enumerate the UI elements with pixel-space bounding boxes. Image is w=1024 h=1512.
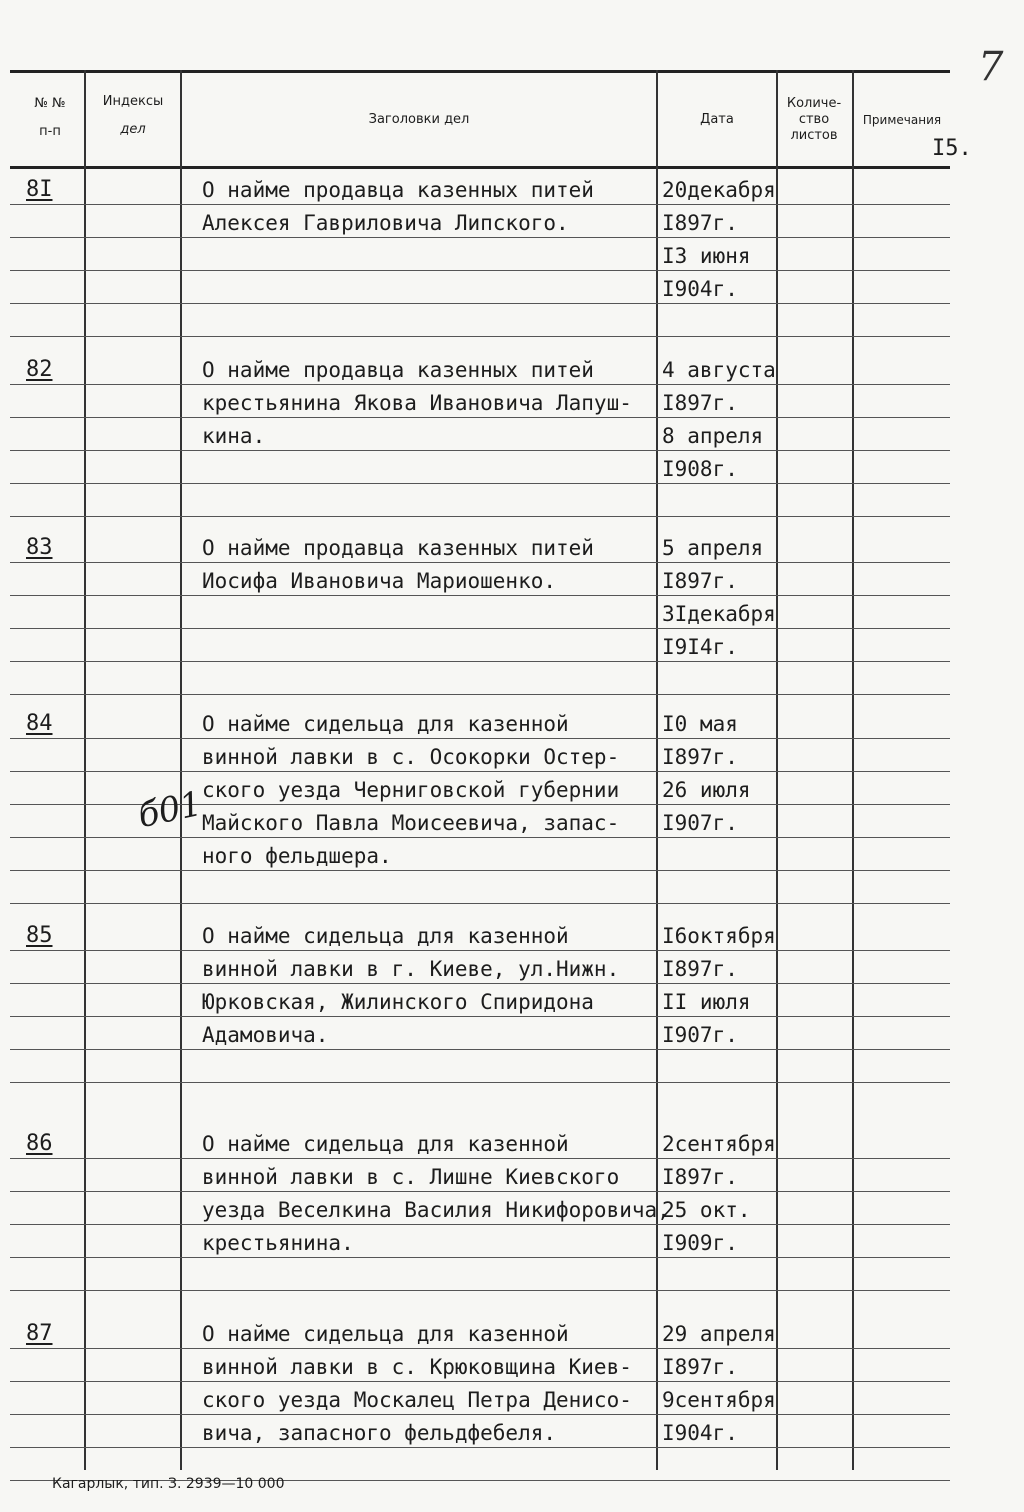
record-date-line: I904г.	[662, 277, 738, 301]
record-date-line: I897г.	[662, 211, 738, 235]
record-number: 83	[26, 535, 53, 560]
ruled-line	[10, 483, 950, 484]
record-date-line: 25 окт.	[662, 1198, 751, 1222]
record-title-line: винной лавки в с. Осокорки Остер-	[202, 745, 620, 769]
header-date: Дата	[700, 112, 734, 127]
header-count: Количе-ство листов	[786, 96, 842, 143]
record-title-line: ского уезда Москалец Петра Денисо-	[202, 1388, 632, 1412]
record-title-line: крестьянина Якова Ивановича Лапуш-	[202, 391, 632, 415]
record-number: 87	[26, 1321, 53, 1346]
header-title: Заголовки дел	[368, 112, 470, 127]
record-number: 84	[26, 711, 53, 736]
record-date-line: 4 августа	[662, 358, 776, 382]
ruled-line	[10, 1348, 950, 1349]
record-date-line: I897г.	[662, 1355, 738, 1379]
ruled-line	[10, 661, 950, 662]
ruled-line	[10, 384, 950, 385]
record-date-line: I0 мая	[662, 712, 738, 736]
record-date-line: 29 апреля	[662, 1322, 776, 1346]
record-date-line: I9I4г.	[662, 635, 738, 659]
ruled-line	[10, 450, 950, 451]
record-title-line: Майского Павла Моисеевича, запас-	[202, 811, 620, 835]
ruled-line	[10, 1191, 950, 1192]
ruled-line	[10, 837, 950, 838]
record-number: 82	[26, 357, 53, 382]
record-date-line: I897г.	[662, 391, 738, 415]
record-title-line: О найме сидельца для казенной	[202, 1322, 569, 1346]
col-divider-5	[852, 70, 854, 1470]
record-date-line: I3 июня	[662, 244, 751, 268]
record-title-line: Адамовича.	[202, 1023, 329, 1047]
record-date-line: I6октября	[662, 924, 776, 948]
ruled-line	[10, 771, 950, 772]
header-index: Индексы дел	[102, 94, 164, 137]
record-title-line: Иосифа Ивановича Мариошенко.	[202, 569, 557, 593]
ruled-line	[10, 204, 950, 205]
record-title-line: Юрковская, Жилинского Спиридона	[202, 990, 594, 1014]
ruled-line	[10, 270, 950, 271]
ruled-line	[10, 738, 950, 739]
ruled-line	[10, 870, 950, 871]
ruled-line	[10, 595, 950, 596]
ruled-line	[10, 1381, 950, 1382]
record-title-line: О найме сидельца для казенной	[202, 924, 569, 948]
record-number: 85	[26, 923, 53, 948]
ruled-line	[10, 1290, 950, 1291]
record-number: 8I	[26, 177, 53, 202]
col-divider-1	[84, 70, 86, 1470]
ruled-line	[10, 1016, 950, 1017]
record-title-line: винной лавки в с. Крюковщина Киев-	[202, 1355, 632, 1379]
record-date-line: I909г.	[662, 1231, 738, 1255]
col-divider-2	[180, 70, 182, 1470]
ruled-line	[10, 1224, 950, 1225]
ruled-line	[10, 237, 950, 238]
record-date-line: 2сентября	[662, 1132, 776, 1156]
record-title-line: вича, запасного фельдфебеля.	[202, 1421, 557, 1445]
ruled-line	[10, 1082, 950, 1083]
sheet-number: I5.	[932, 136, 972, 161]
record-title-line: О найме сидельца для казенной	[202, 1132, 569, 1156]
record-title-line: О найме продавца казенных питей	[202, 358, 594, 382]
ruled-line	[10, 562, 950, 563]
record-date-line: 20декабря	[662, 178, 776, 202]
record-date-line: 3Iдекабря	[662, 602, 776, 626]
col-divider-4	[776, 70, 778, 1470]
record-date-line: I908г.	[662, 457, 738, 481]
record-date-line: I897г.	[662, 745, 738, 769]
ruled-line	[10, 303, 950, 304]
ruled-line	[10, 516, 950, 517]
record-title-line: О найме продавца казенных питей	[202, 178, 594, 202]
record-date-line: I904г.	[662, 1421, 738, 1445]
print-footer: Кагарлык, тип. З. 2939—10 000	[52, 1476, 285, 1492]
ruled-line	[10, 1158, 950, 1159]
record-date-line: I897г.	[662, 957, 738, 981]
ruled-line	[10, 1447, 950, 1448]
ruled-line	[10, 694, 950, 695]
record-number: 86	[26, 1131, 53, 1156]
record-date-line: 26 июля	[662, 778, 751, 802]
record-title-line: уезда Веселкина Василия Никифоровича,	[202, 1198, 670, 1222]
col-divider-3	[656, 70, 658, 1470]
record-date-line: I907г.	[662, 1023, 738, 1047]
ruled-line	[10, 1414, 950, 1415]
record-title-line: винной лавки в с. Лишне Киевского	[202, 1165, 620, 1189]
ruled-line	[10, 1257, 950, 1258]
record-date-line: I897г.	[662, 569, 738, 593]
record-title-line: кина.	[202, 424, 266, 448]
record-title-line: винной лавки в г. Киеве, ул.Нижн.	[202, 957, 620, 981]
margin-annotation: б01	[134, 783, 206, 837]
record-title-line: О найме сидельца для казенной	[202, 712, 569, 736]
record-date-line: 9сентября	[662, 1388, 776, 1412]
header-notes: Примечания	[862, 113, 942, 127]
record-title-line: крестьянина.	[202, 1231, 354, 1255]
ruled-line	[10, 336, 950, 337]
ruled-line	[10, 1049, 950, 1050]
header-top-rule	[10, 70, 950, 73]
record-date-line: I907г.	[662, 811, 738, 835]
ruled-line	[10, 950, 950, 951]
ruled-line	[10, 417, 950, 418]
record-date-line: 8 апреля	[662, 424, 764, 448]
ruled-line	[10, 903, 950, 904]
header-bottom-rule	[10, 166, 950, 169]
record-title-line: ного фельдшера.	[202, 844, 392, 868]
ruled-line	[10, 628, 950, 629]
record-title-line: ского уезда Черниговской губернии	[202, 778, 620, 802]
record-title-line: О найме продавца казенных питей	[202, 536, 594, 560]
record-date-line: I897г.	[662, 1165, 738, 1189]
record-title-line: Алексея Гавриловича Липского.	[202, 211, 569, 235]
record-date-line: 5 апреля	[662, 536, 764, 560]
record-date-line: II июля	[662, 990, 751, 1014]
folio-number: 7	[978, 44, 1004, 90]
header-nn: № № п-п	[34, 96, 66, 139]
ruled-line	[10, 983, 950, 984]
